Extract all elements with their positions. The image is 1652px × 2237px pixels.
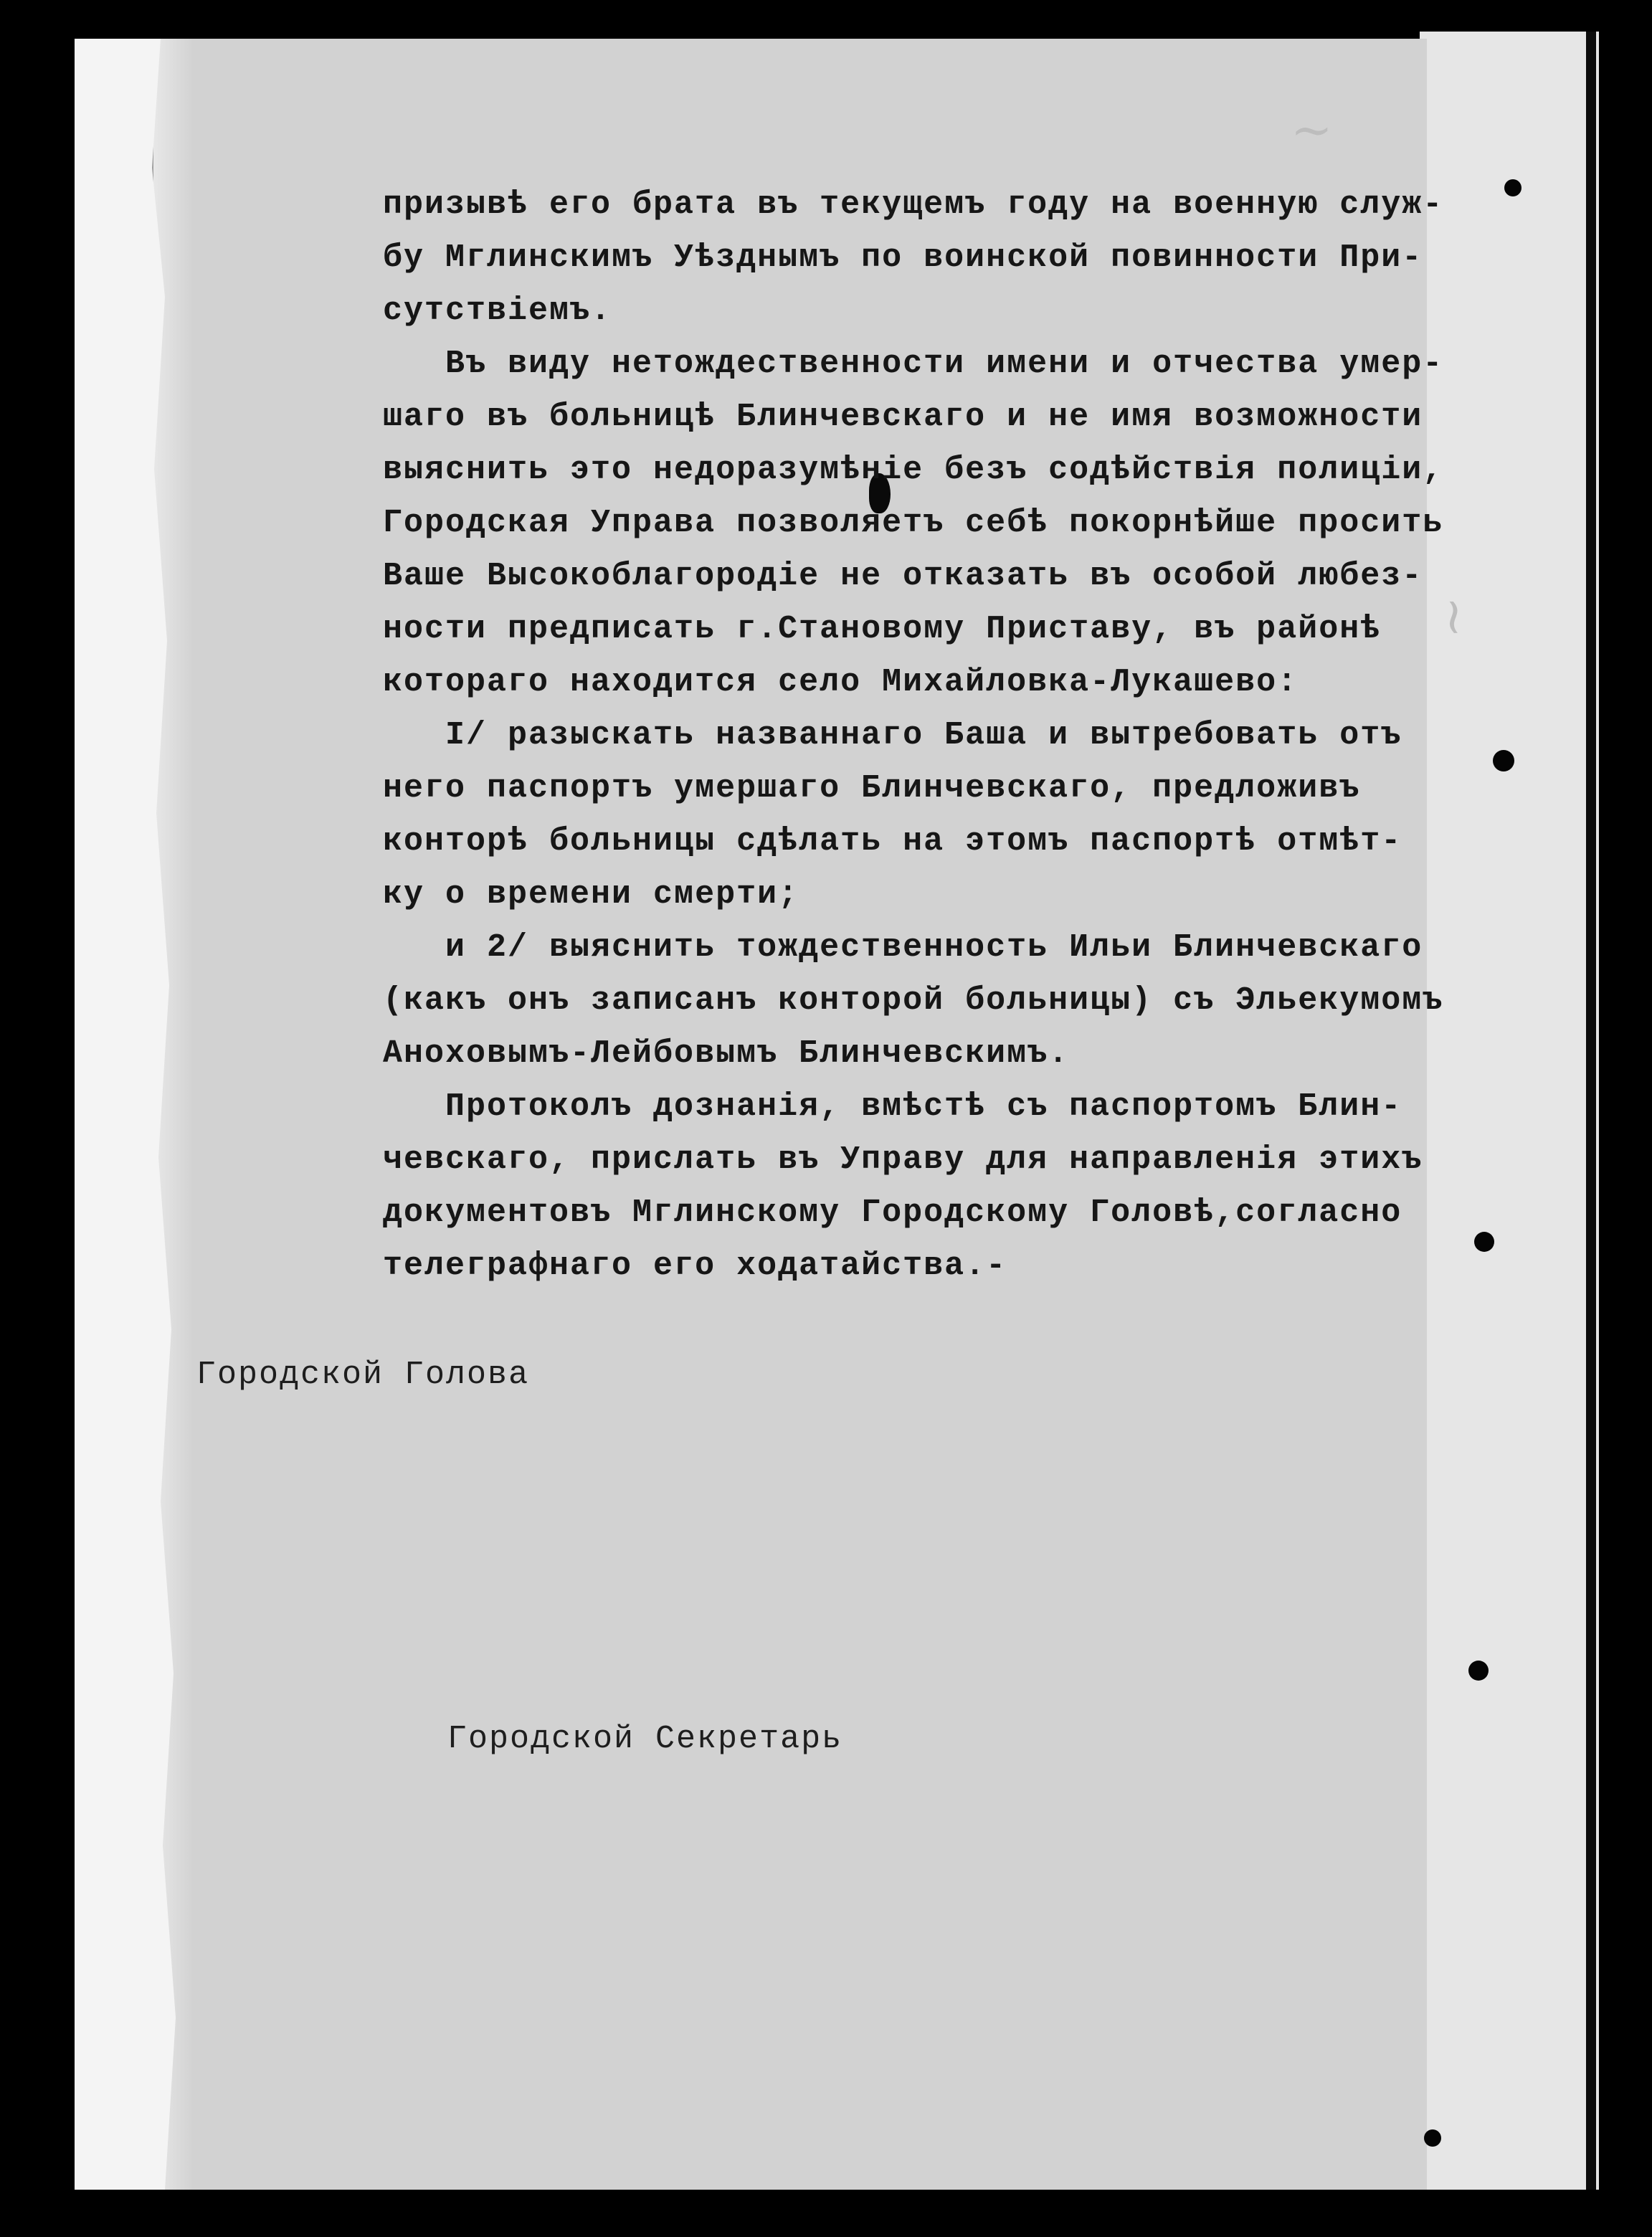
faint-margin-note: ~ [1425,596,1485,639]
text-line: конторѣ больницы сдѣлать на этомъ паспортѣ отмѣт- [383,823,1402,860]
binder-hole [1468,1661,1489,1681]
text-line: чевскаго, прислать въ Управу для направленія этихъ [383,1141,1423,1178]
text-line: и 2/ выяснить тождественность Ильи Блинчевскаго [383,929,1423,966]
binder-hole [1493,750,1514,771]
text-line: (какъ онъ записанъ конторой больницы) съ Эльекумомъ [383,982,1444,1019]
text-line: Въ виду нетождественности имени и отчества умер- [383,346,1444,382]
text-line: сутствіемъ. [383,293,612,329]
text-line: документовъ Мглинскому Городскому Головѣ,согласно [383,1195,1402,1231]
underlying-page [1420,32,1599,2190]
text-line: Аноховымъ-Лейбовымъ Блинчевскимъ. [383,1035,1070,1072]
binder-hole [1424,2129,1441,2147]
text-line: Ваше Высокоблагородіе не отказать въ особой любез- [383,558,1423,594]
text-line: Городская Управа позволяетъ себѣ покорнѣйше просить [383,505,1444,541]
text-line: призывѣ его брата въ текущемъ году на военную служ- [383,186,1444,223]
signature-secretary-label: Городской Секретарь [447,1721,843,1757]
binder-hole [1504,179,1522,196]
signature-head-label: Городской Голова [196,1357,530,1393]
faint-margin-mark: ~ [1291,100,1333,159]
text-line: I/ разыскать названнаго Баша и вытребовать отъ [383,717,1402,754]
text-line: бу Мглинскимъ Уѣзднымъ по воинской повинности При- [383,239,1423,276]
underlying-page-edge [1586,32,1596,2190]
text-line: ку о времени смерти; [383,876,799,913]
text-line: телеграфнаго его ходатайства.- [383,1248,1007,1284]
text-line: шаго въ больницѣ Блинчевскаго и не имя возможности [383,399,1423,435]
text-line: него паспортъ умершаго Блинчевскаго, предложивъ [383,770,1361,807]
text-line: ности предписать г.Становому Приставу, въ районѣ [383,611,1382,647]
text-line: выяснить это недоразумѣніе безъ содѣйствія полиціи, [383,452,1444,488]
text-line: Протоколъ дознанія, вмѣстѣ съ паспортомъ Блин- [383,1088,1402,1125]
margin-shadow [136,39,194,2190]
binder-hole [1474,1232,1494,1252]
text-line: котораго находится село Михайловка-Лукашево: [383,664,1299,700]
